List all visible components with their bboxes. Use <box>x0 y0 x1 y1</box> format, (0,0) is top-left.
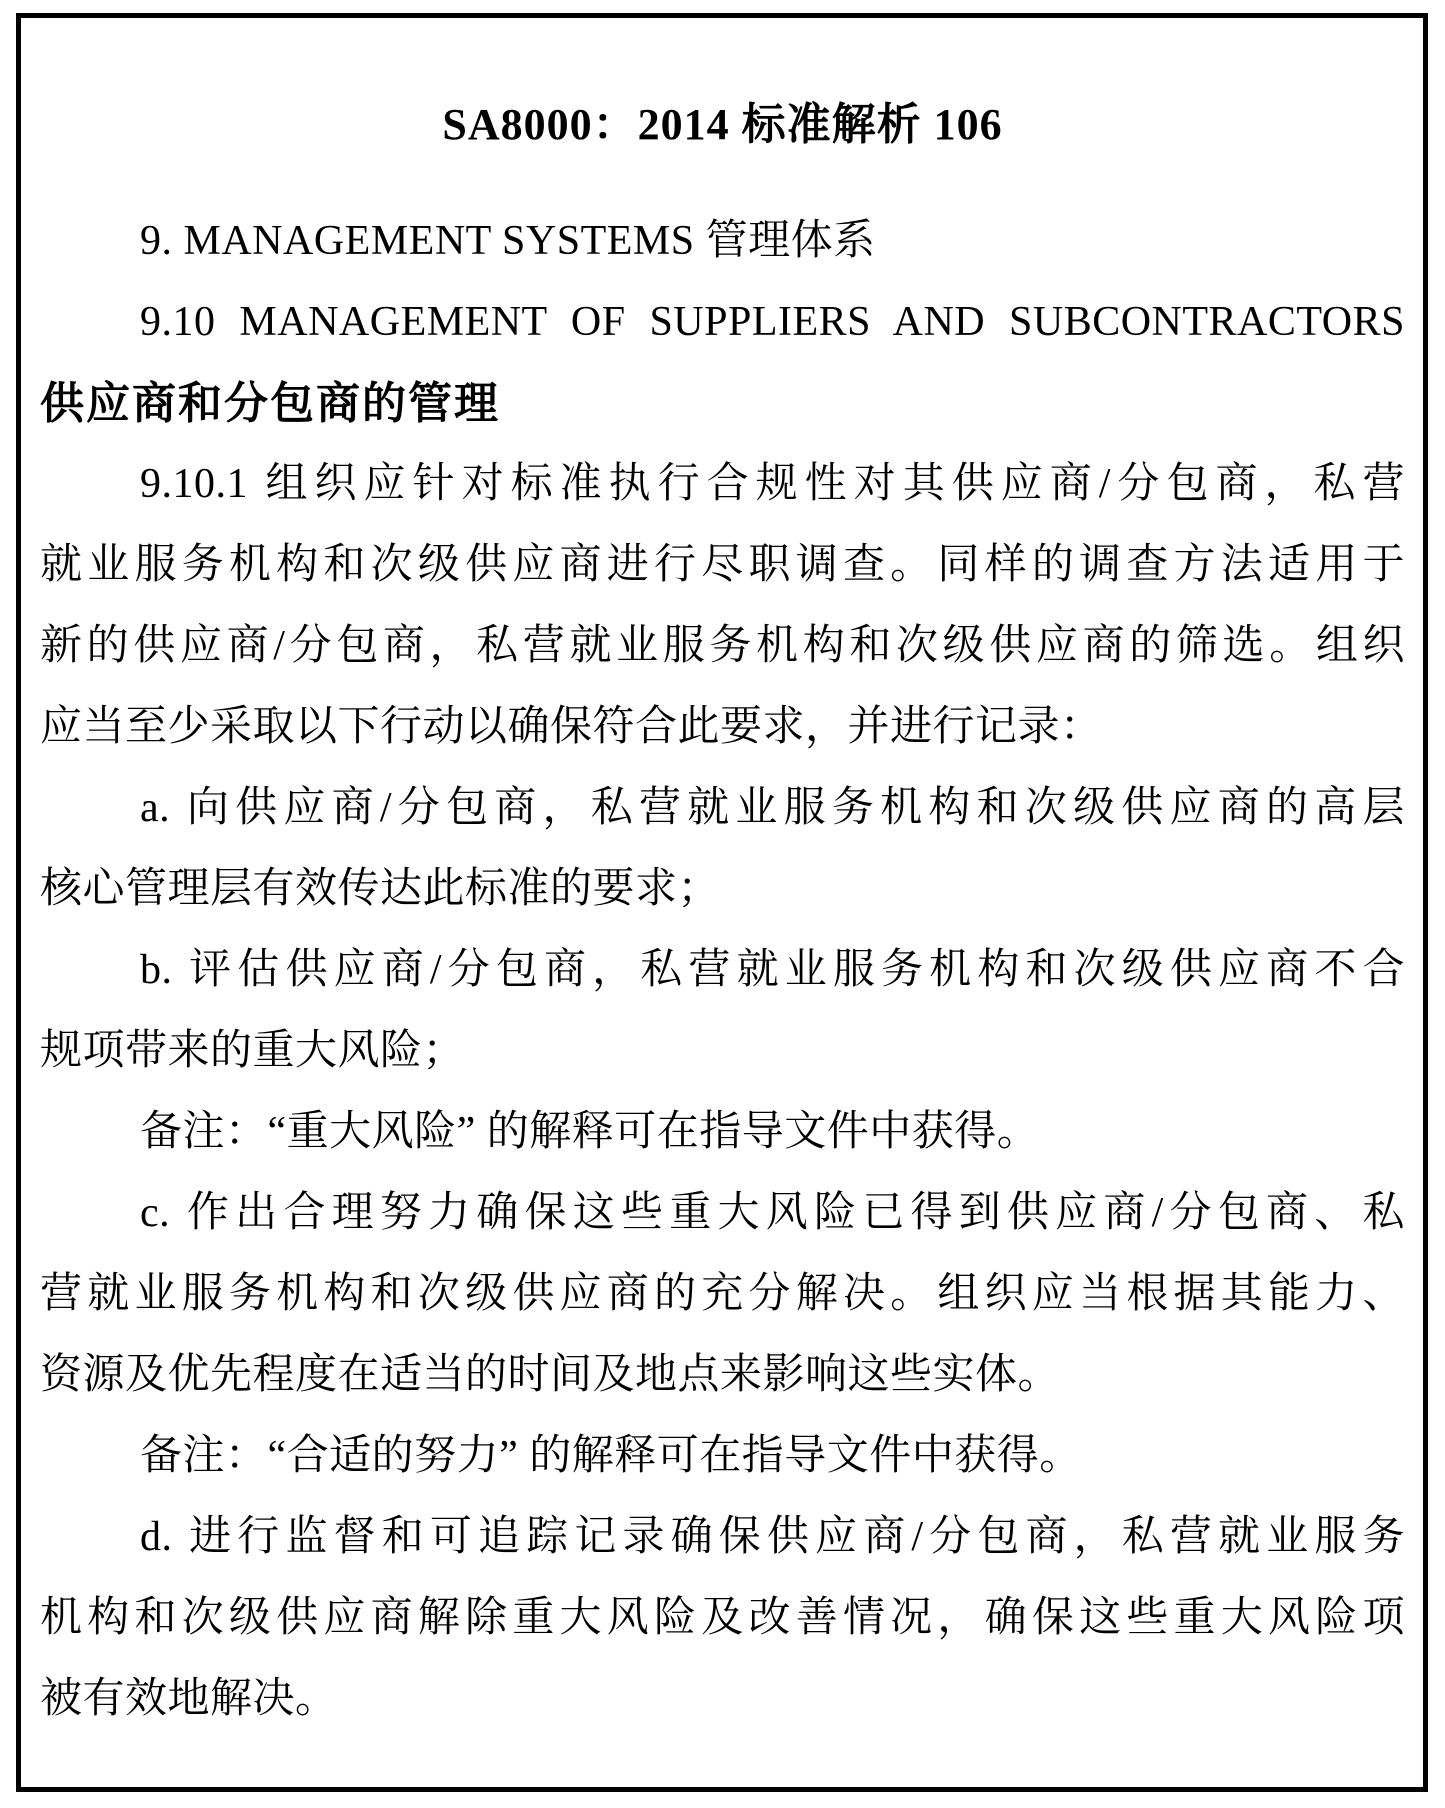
item-a-line-2: 核心管理层有效传达此标准的要求； <box>40 866 721 912</box>
item-c-line-2: 营就业服务机构和次级供应商的充分解决。组织应当根据其能力、 <box>40 1271 1405 1317</box>
page-title: SA8000：2014 标准解析 106 <box>442 100 1003 149</box>
item-c-line-1: c. 作出合理努力确保这些重大风险已得到供应商/分包商、私 <box>140 1190 1405 1236</box>
heading-9-10-chinese: 供应商和分包商的管理 <box>40 379 500 428</box>
item-c-line-3: 资源及优先程度在适当的时间及地点来影响这些实体。 <box>40 1352 1061 1398</box>
note-significant-risk: 备注：“重大风险” 的解释可在指导文件中获得。 <box>140 1109 1040 1155</box>
heading-9-10-english: 9.10 MANAGEMENT OF SUPPLIERS AND SUBCONTRACTORS <box>140 299 1405 345</box>
para-9-10-1-line-3: 新的供应商/分包商，私营就业服务机构和次级供应商的筛选。组织 <box>40 623 1405 669</box>
document-content <box>40 0 1405 1740</box>
item-b-line-1: b. 评估供应商/分包商，私营就业服务机构和次级供应商不合 <box>140 947 1405 993</box>
para-9-10-1-line-1: 9.10.1 组织应针对标准执行合规性对其供应商/分包商，私营 <box>140 461 1405 507</box>
para-9-10-1-line-2: 就业服务机构和次级供应商进行尽职调查。同样的调查方法适用于 <box>40 542 1405 588</box>
item-d-line-2: 机构和次级供应商解除重大风险及改善情况，确保这些重大风险项 <box>40 1595 1405 1641</box>
para-9-10-1-line-4: 应当至少采取以下行动以确保符合此要求，并进行记录： <box>40 704 1103 750</box>
item-d-line-3: 被有效地解决。 <box>40 1676 338 1722</box>
item-a-line-1: a. 向供应商/分包商，私营就业服务机构和次级供应商的高层 <box>140 785 1405 831</box>
item-d-line-1: d. 进行监督和可追踪记录确保供应商/分包商，私营就业服务 <box>140 1514 1405 1560</box>
item-b-line-2: 规项带来的重大风险； <box>40 1028 466 1074</box>
heading-management-systems: 9. MANAGEMENT SYSTEMS 管理体系 <box>140 218 876 264</box>
note-appropriate-effort: 备注：“合适的努力” 的解释可在指导文件中获得。 <box>140 1433 1082 1479</box>
